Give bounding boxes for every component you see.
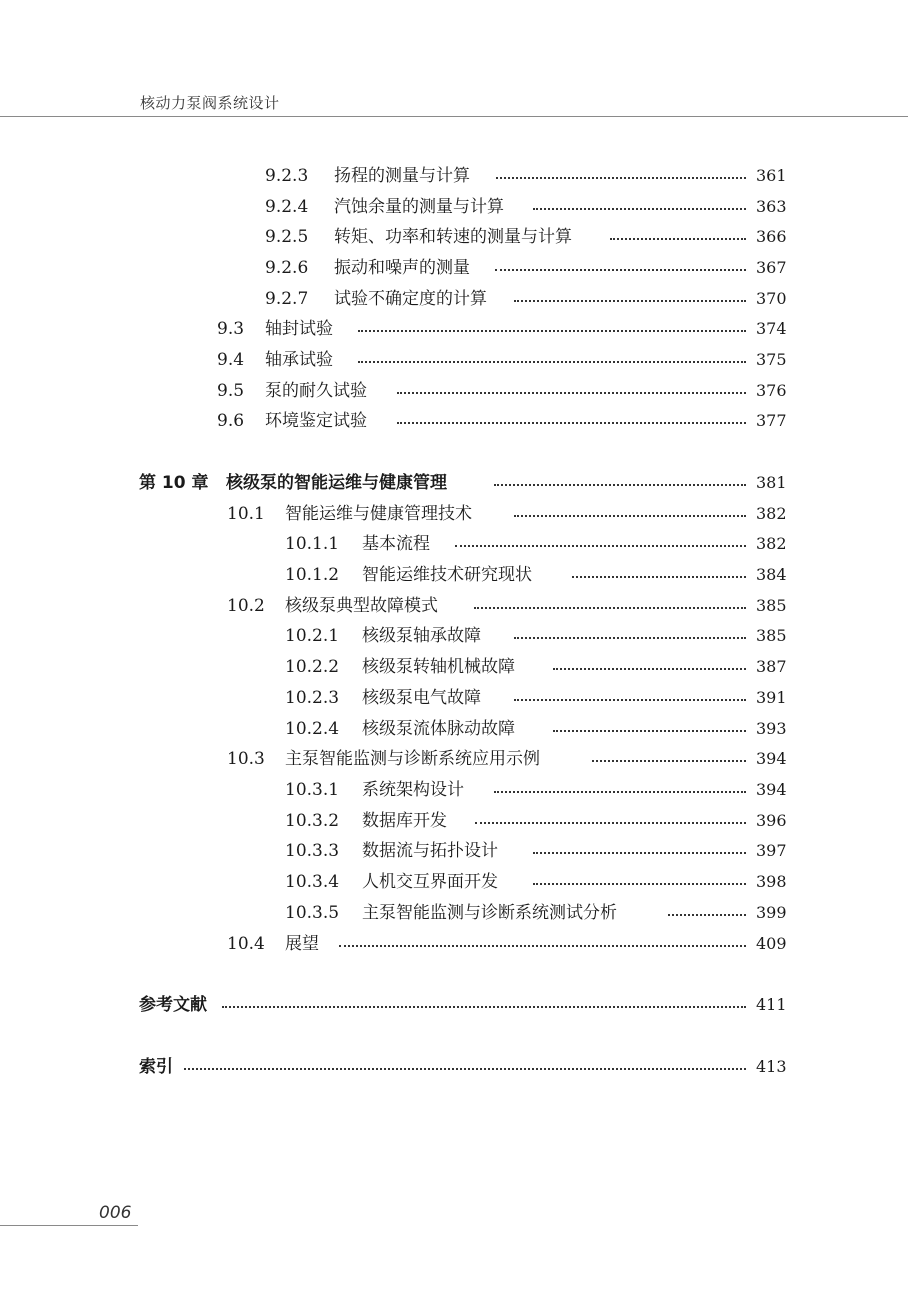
toc-leader-dots [514, 637, 746, 639]
toc-entry-9-5[interactable] [0, 376, 924, 406]
page-number: 006 [99, 1203, 132, 1223]
toc-entry-title: 数据流与拓扑设计 [362, 841, 498, 861]
toc-entry-title: 汽蚀余量的测量与计算 [334, 197, 504, 217]
toc-entry-number: 9.2.5 [265, 227, 309, 247]
toc-entry-title: 振动和噪声的测量 [334, 258, 470, 278]
toc-entry-number: 10.2.3 [285, 688, 340, 708]
toc-entry-page: 382 [756, 504, 787, 523]
toc-entry-title: 泵的耐久试验 [265, 381, 367, 401]
toc-leader-dots [184, 1068, 746, 1070]
toc-entry-title: 主泵智能监测与诊断系统应用示例 [285, 749, 540, 769]
toc-entry-page: 363 [756, 197, 787, 216]
toc-entry-number: 9.3 [217, 319, 245, 339]
toc-entry-10-4[interactable] [0, 929, 924, 959]
toc-leader-dots [553, 730, 746, 732]
toc-entry-page: 394 [756, 780, 787, 799]
toc-entry-title: 扬程的测量与计算 [334, 166, 470, 186]
toc-entry-number: 10.3 [227, 749, 265, 769]
toc-leader-dots [358, 330, 746, 332]
toc-leader-dots [494, 791, 746, 793]
toc-entry-number: 10.3.2 [285, 811, 340, 831]
toc-entry-9-2-5[interactable] [0, 222, 924, 252]
toc-entry-title: 核级泵典型故障模式 [285, 596, 438, 616]
toc-leader-dots [533, 883, 746, 885]
toc-entry-page: 397 [756, 841, 787, 860]
toc-entry-page: 375 [756, 350, 787, 369]
toc-entry-10-2-2[interactable] [0, 652, 924, 682]
toc-leader-dots [358, 361, 746, 363]
toc-leader-dots [474, 607, 746, 609]
toc-leader-dots [514, 699, 746, 701]
toc-entry-number: 10.1.1 [285, 534, 340, 554]
toc-leader-dots [397, 422, 746, 424]
toc-entry-page: 376 [756, 381, 787, 400]
toc-entry-number: 10.3.3 [285, 841, 340, 861]
toc-entry-number: 9.6 [217, 411, 245, 431]
toc-leader-dots [496, 177, 746, 179]
toc-entry-10-3-5[interactable] [0, 898, 924, 928]
toc-leader-dots [495, 269, 746, 271]
toc-entry-page: 399 [756, 903, 787, 922]
toc-entry-title: 环境鉴定试验 [265, 411, 367, 431]
toc-entry-title: 人机交互界面开发 [362, 872, 498, 892]
toc-entry-10-2-1[interactable] [0, 621, 924, 651]
toc-entry-9-2-3[interactable] [0, 161, 924, 191]
toc-entry-page: 370 [756, 289, 787, 308]
toc-entry-page: 409 [756, 934, 787, 953]
toc-entry-page: 384 [756, 565, 787, 584]
toc-entry-number: 10.3.4 [285, 872, 340, 892]
toc-entry-9-2-6[interactable] [0, 253, 924, 283]
toc-entry-9-2-7[interactable] [0, 284, 924, 314]
toc-leader-dots [668, 914, 746, 916]
toc-chapter-title: 索引 [139, 1057, 173, 1077]
toc-entry-number: 10.2.4 [285, 719, 340, 739]
toc-entry-title: 核级泵轴承故障 [362, 626, 481, 646]
toc-entry-10-2-4[interactable] [0, 714, 924, 744]
toc-leader-dots [514, 300, 746, 302]
toc-entry-title: 基本流程 [362, 534, 430, 554]
toc-leader-dots [475, 822, 746, 824]
toc-chapter-10[interactable] [0, 468, 924, 498]
toc-chapter-number: 第 10 章 [139, 473, 209, 493]
toc-entry-title: 轴承试验 [265, 350, 333, 370]
toc-entry-10-3-3[interactable] [0, 836, 924, 866]
toc-entry-10-2-3[interactable] [0, 683, 924, 713]
toc-entry-title: 智能运维技术研究现状 [362, 565, 532, 585]
toc-entry-title: 核级泵电气故障 [362, 688, 481, 708]
toc-chapter-title: 参考文献 [139, 995, 207, 1015]
toc-entry-page: 361 [756, 166, 787, 185]
toc-entry-page: 413 [756, 1057, 787, 1076]
toc-leader-dots [494, 484, 746, 486]
toc-entry-number: 10.1 [227, 504, 265, 524]
toc-entry-page: 367 [756, 258, 787, 277]
toc-entry-title: 试验不确定度的计算 [334, 289, 487, 309]
header-rule [0, 116, 908, 117]
toc-entry-number: 10.2.2 [285, 657, 340, 677]
toc-entry-title: 主泵智能监测与诊断系统测试分析 [362, 903, 617, 923]
toc-entry-page: 393 [756, 719, 787, 738]
toc-entry-page: 385 [756, 596, 787, 615]
toc-leader-dots [592, 760, 746, 762]
toc-entry-number: 10.4 [227, 934, 265, 954]
toc-entry-9-2-4[interactable] [0, 192, 924, 222]
toc-entry-10-3-1[interactable] [0, 775, 924, 805]
toc-entry-number: 9.2.6 [265, 258, 309, 278]
toc-leader-dots [514, 515, 746, 517]
toc-leader-dots [455, 545, 746, 547]
toc-entry-page: 366 [756, 227, 787, 246]
toc-entry-number: 9.5 [217, 381, 245, 401]
toc-entry-number: 10.3.5 [285, 903, 340, 923]
toc-leader-dots [572, 576, 746, 578]
toc-entry-title: 智能运维与健康管理技术 [285, 504, 472, 524]
toc-entry-number: 10.2.1 [285, 626, 340, 646]
toc-entry-10-1-2[interactable] [0, 560, 924, 590]
toc-entry-page: 411 [756, 995, 787, 1014]
toc-leader-dots [553, 668, 746, 670]
running-header-title: 核动力泵阀系统设计 [140, 94, 280, 112]
toc-entry-9-6[interactable] [0, 406, 924, 436]
toc-leader-dots [610, 238, 746, 240]
toc-entry-number: 10.1.2 [285, 565, 340, 585]
toc-leader-dots [397, 392, 746, 394]
toc-references[interactable] [0, 990, 924, 1020]
toc-leader-dots [339, 945, 746, 947]
toc-entry-number: 9.2.4 [265, 197, 309, 217]
toc-entry-10-3-2[interactable] [0, 806, 924, 836]
toc-entry-10-1-1[interactable] [0, 529, 924, 559]
toc-entry-page: 387 [756, 657, 787, 676]
footer-rule [0, 1225, 138, 1226]
toc-index[interactable] [0, 1052, 924, 1082]
toc-entry-title: 核级泵流体脉动故障 [362, 719, 515, 739]
toc-entry-title: 系统架构设计 [362, 780, 464, 800]
toc-entry-9-4[interactable] [0, 345, 924, 375]
toc-entry-title: 展望 [285, 934, 319, 954]
toc-entry-page: 391 [756, 688, 787, 707]
toc-entry-10-1[interactable] [0, 499, 924, 529]
toc-entry-number: 9.2.3 [265, 166, 309, 186]
toc-entry-number: 10.2 [227, 596, 265, 616]
toc-entry-title: 轴封试验 [265, 319, 333, 339]
toc-entry-title: 转矩、功率和转速的测量与计算 [334, 227, 572, 247]
toc-entry-page: 396 [756, 811, 787, 830]
toc-entry-number: 10.3.1 [285, 780, 340, 800]
toc-entry-page: 382 [756, 534, 787, 553]
toc-entry-number: 9.4 [217, 350, 245, 370]
toc-entry-page: 377 [756, 411, 787, 430]
toc-chapter-title: 核级泵的智能运维与健康管理 [226, 473, 447, 493]
toc-entry-number: 9.2.7 [265, 289, 309, 309]
toc-entry-title: 核级泵转轴机械故障 [362, 657, 515, 677]
toc-leader-dots [533, 852, 746, 854]
toc-entry-10-2[interactable] [0, 591, 924, 621]
toc-entry-title: 数据库开发 [362, 811, 447, 831]
toc-leader-dots [533, 208, 746, 210]
toc-entry-page: 398 [756, 872, 787, 891]
toc-entry-10-3-4[interactable] [0, 867, 924, 897]
toc-entry-page: 374 [756, 319, 787, 338]
toc-entry-10-3[interactable] [0, 744, 924, 774]
toc-entry-9-3[interactable] [0, 314, 924, 344]
toc-leader-dots [222, 1006, 746, 1008]
toc-entry-page: 394 [756, 749, 787, 768]
toc-entry-page: 381 [756, 473, 787, 492]
toc-entry-page: 385 [756, 626, 787, 645]
